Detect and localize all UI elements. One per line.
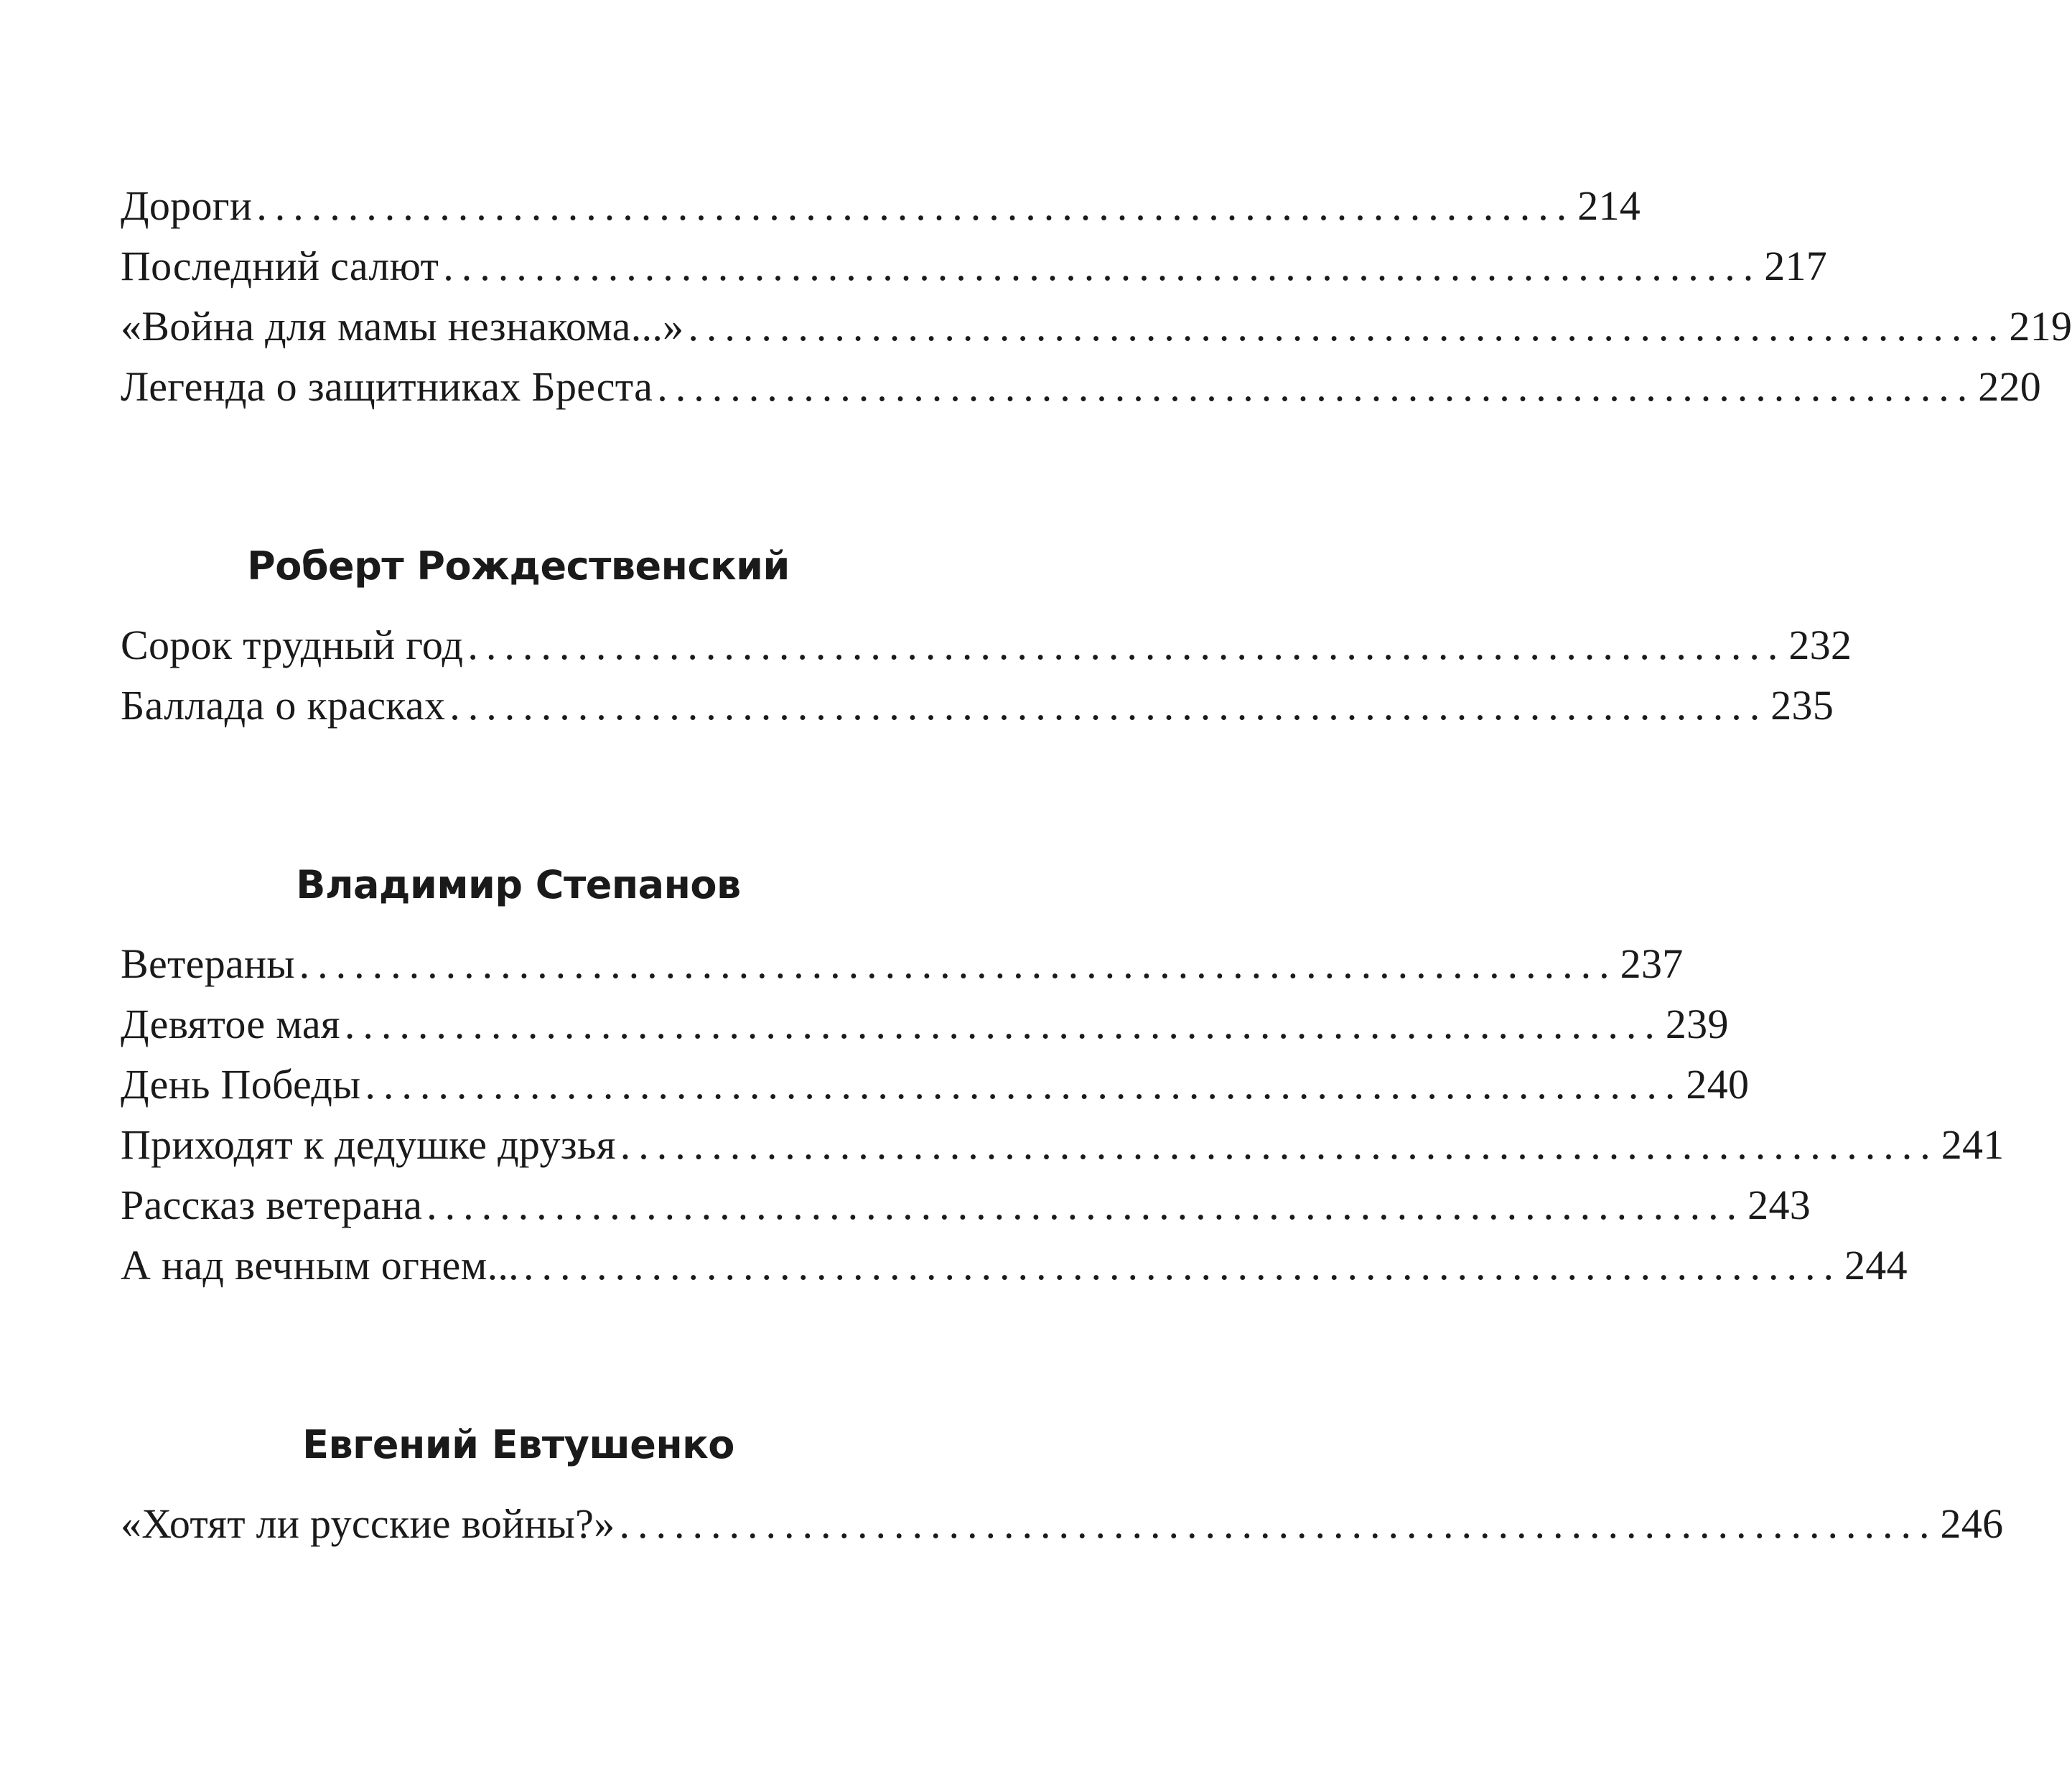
entry-title: «Хотят ли русские войны?» bbox=[121, 1500, 615, 1547]
toc-entry[interactable] bbox=[121, 1494, 2004, 1554]
heading-spacer bbox=[121, 597, 916, 615]
toc-section bbox=[121, 1415, 2004, 1554]
entry-title: Девятое мая bbox=[121, 1001, 340, 1047]
dot-leader: ........................................................................ bbox=[620, 1121, 1938, 1168]
dot-leader: ........................................................................ bbox=[449, 682, 1768, 729]
dot-leader: ........................................................................ bbox=[344, 1001, 1663, 1047]
dot-leader: ........................................................................ bbox=[426, 1182, 1745, 1228]
dot-leader: ........................................................................ bbox=[299, 940, 1618, 987]
dot-leader: ........................................................................ bbox=[443, 243, 1762, 289]
section-spacer bbox=[121, 1296, 916, 1415]
section-spacer bbox=[121, 736, 916, 855]
entry-title: А над вечным огнем... bbox=[121, 1242, 519, 1289]
entry-page-number: 241 bbox=[1941, 1121, 2005, 1168]
author-heading: Роберт Рождественский bbox=[247, 543, 790, 589]
dot-leader: ........................................................................ bbox=[523, 1242, 1842, 1289]
toc-entry[interactable] bbox=[121, 934, 1684, 994]
toc-section bbox=[121, 855, 2005, 1296]
toc-entry[interactable] bbox=[121, 357, 2042, 417]
dot-leader: ........................................................................ bbox=[619, 1500, 1938, 1547]
toc-entry[interactable] bbox=[121, 1235, 1908, 1296]
toc-entry[interactable] bbox=[121, 615, 1852, 676]
entry-page-number: 239 bbox=[1665, 1001, 1729, 1047]
toc-entry[interactable] bbox=[121, 994, 1729, 1055]
toc-section bbox=[121, 176, 2072, 417]
dot-leader: ........................................................................ bbox=[256, 182, 1575, 229]
toc-section bbox=[121, 536, 1852, 736]
toc-entry[interactable] bbox=[121, 176, 1641, 236]
entry-page-number: 237 bbox=[1620, 940, 1684, 987]
entry-page-number: 217 bbox=[1764, 243, 1828, 289]
entry-page-number: 232 bbox=[1788, 622, 1852, 668]
entry-title: Последний салют bbox=[121, 243, 439, 289]
entry-page-number: 244 bbox=[1844, 1242, 1908, 1289]
entry-title: «Война для мамы незнакома...» bbox=[121, 303, 684, 350]
entry-page-number: 214 bbox=[1577, 182, 1641, 229]
dot-leader: ........................................................................ bbox=[467, 622, 1786, 668]
entry-title: День Победы bbox=[121, 1061, 361, 1108]
toc-entry[interactable] bbox=[121, 1055, 1750, 1115]
entry-title: Легенда о защитниках Бреста bbox=[121, 363, 653, 410]
toc-entry[interactable] bbox=[121, 296, 2072, 357]
toc-entry[interactable] bbox=[121, 1115, 2005, 1175]
entry-title: Дороги bbox=[121, 182, 253, 229]
entry-page-number: 220 bbox=[1978, 363, 2042, 410]
entry-title: Ветераны bbox=[121, 940, 295, 987]
dot-leader: ........................................................................ bbox=[657, 363, 1976, 410]
toc-entry[interactable] bbox=[121, 676, 1834, 736]
entry-page-number: 219 bbox=[2009, 303, 2072, 350]
entry-title: Баллада о красках bbox=[121, 682, 446, 729]
heading-spacer bbox=[121, 1475, 916, 1494]
entry-page-number: 243 bbox=[1747, 1182, 1811, 1228]
entry-page-number: 240 bbox=[1686, 1061, 1750, 1108]
toc-entry[interactable] bbox=[121, 1175, 1811, 1235]
entry-title: Приходят к дедушке друзья bbox=[121, 1121, 616, 1168]
entry-page-number: 246 bbox=[1940, 1500, 2004, 1547]
section-spacer bbox=[121, 417, 916, 536]
table-of-contents bbox=[121, 176, 2072, 1554]
dot-leader: ........................................................................ bbox=[365, 1061, 1684, 1108]
author-heading: Евгений Евтушенко bbox=[302, 1422, 734, 1467]
entry-page-number: 235 bbox=[1770, 682, 1834, 729]
entry-title: Сорок трудный год bbox=[121, 622, 464, 668]
author-heading: Владимир Степанов bbox=[296, 862, 741, 907]
heading-spacer bbox=[121, 915, 916, 934]
dot-leader: ........................................................................ bbox=[688, 303, 2007, 350]
toc-entry[interactable] bbox=[121, 236, 1828, 296]
entry-title: Рассказ ветерана bbox=[121, 1182, 423, 1228]
